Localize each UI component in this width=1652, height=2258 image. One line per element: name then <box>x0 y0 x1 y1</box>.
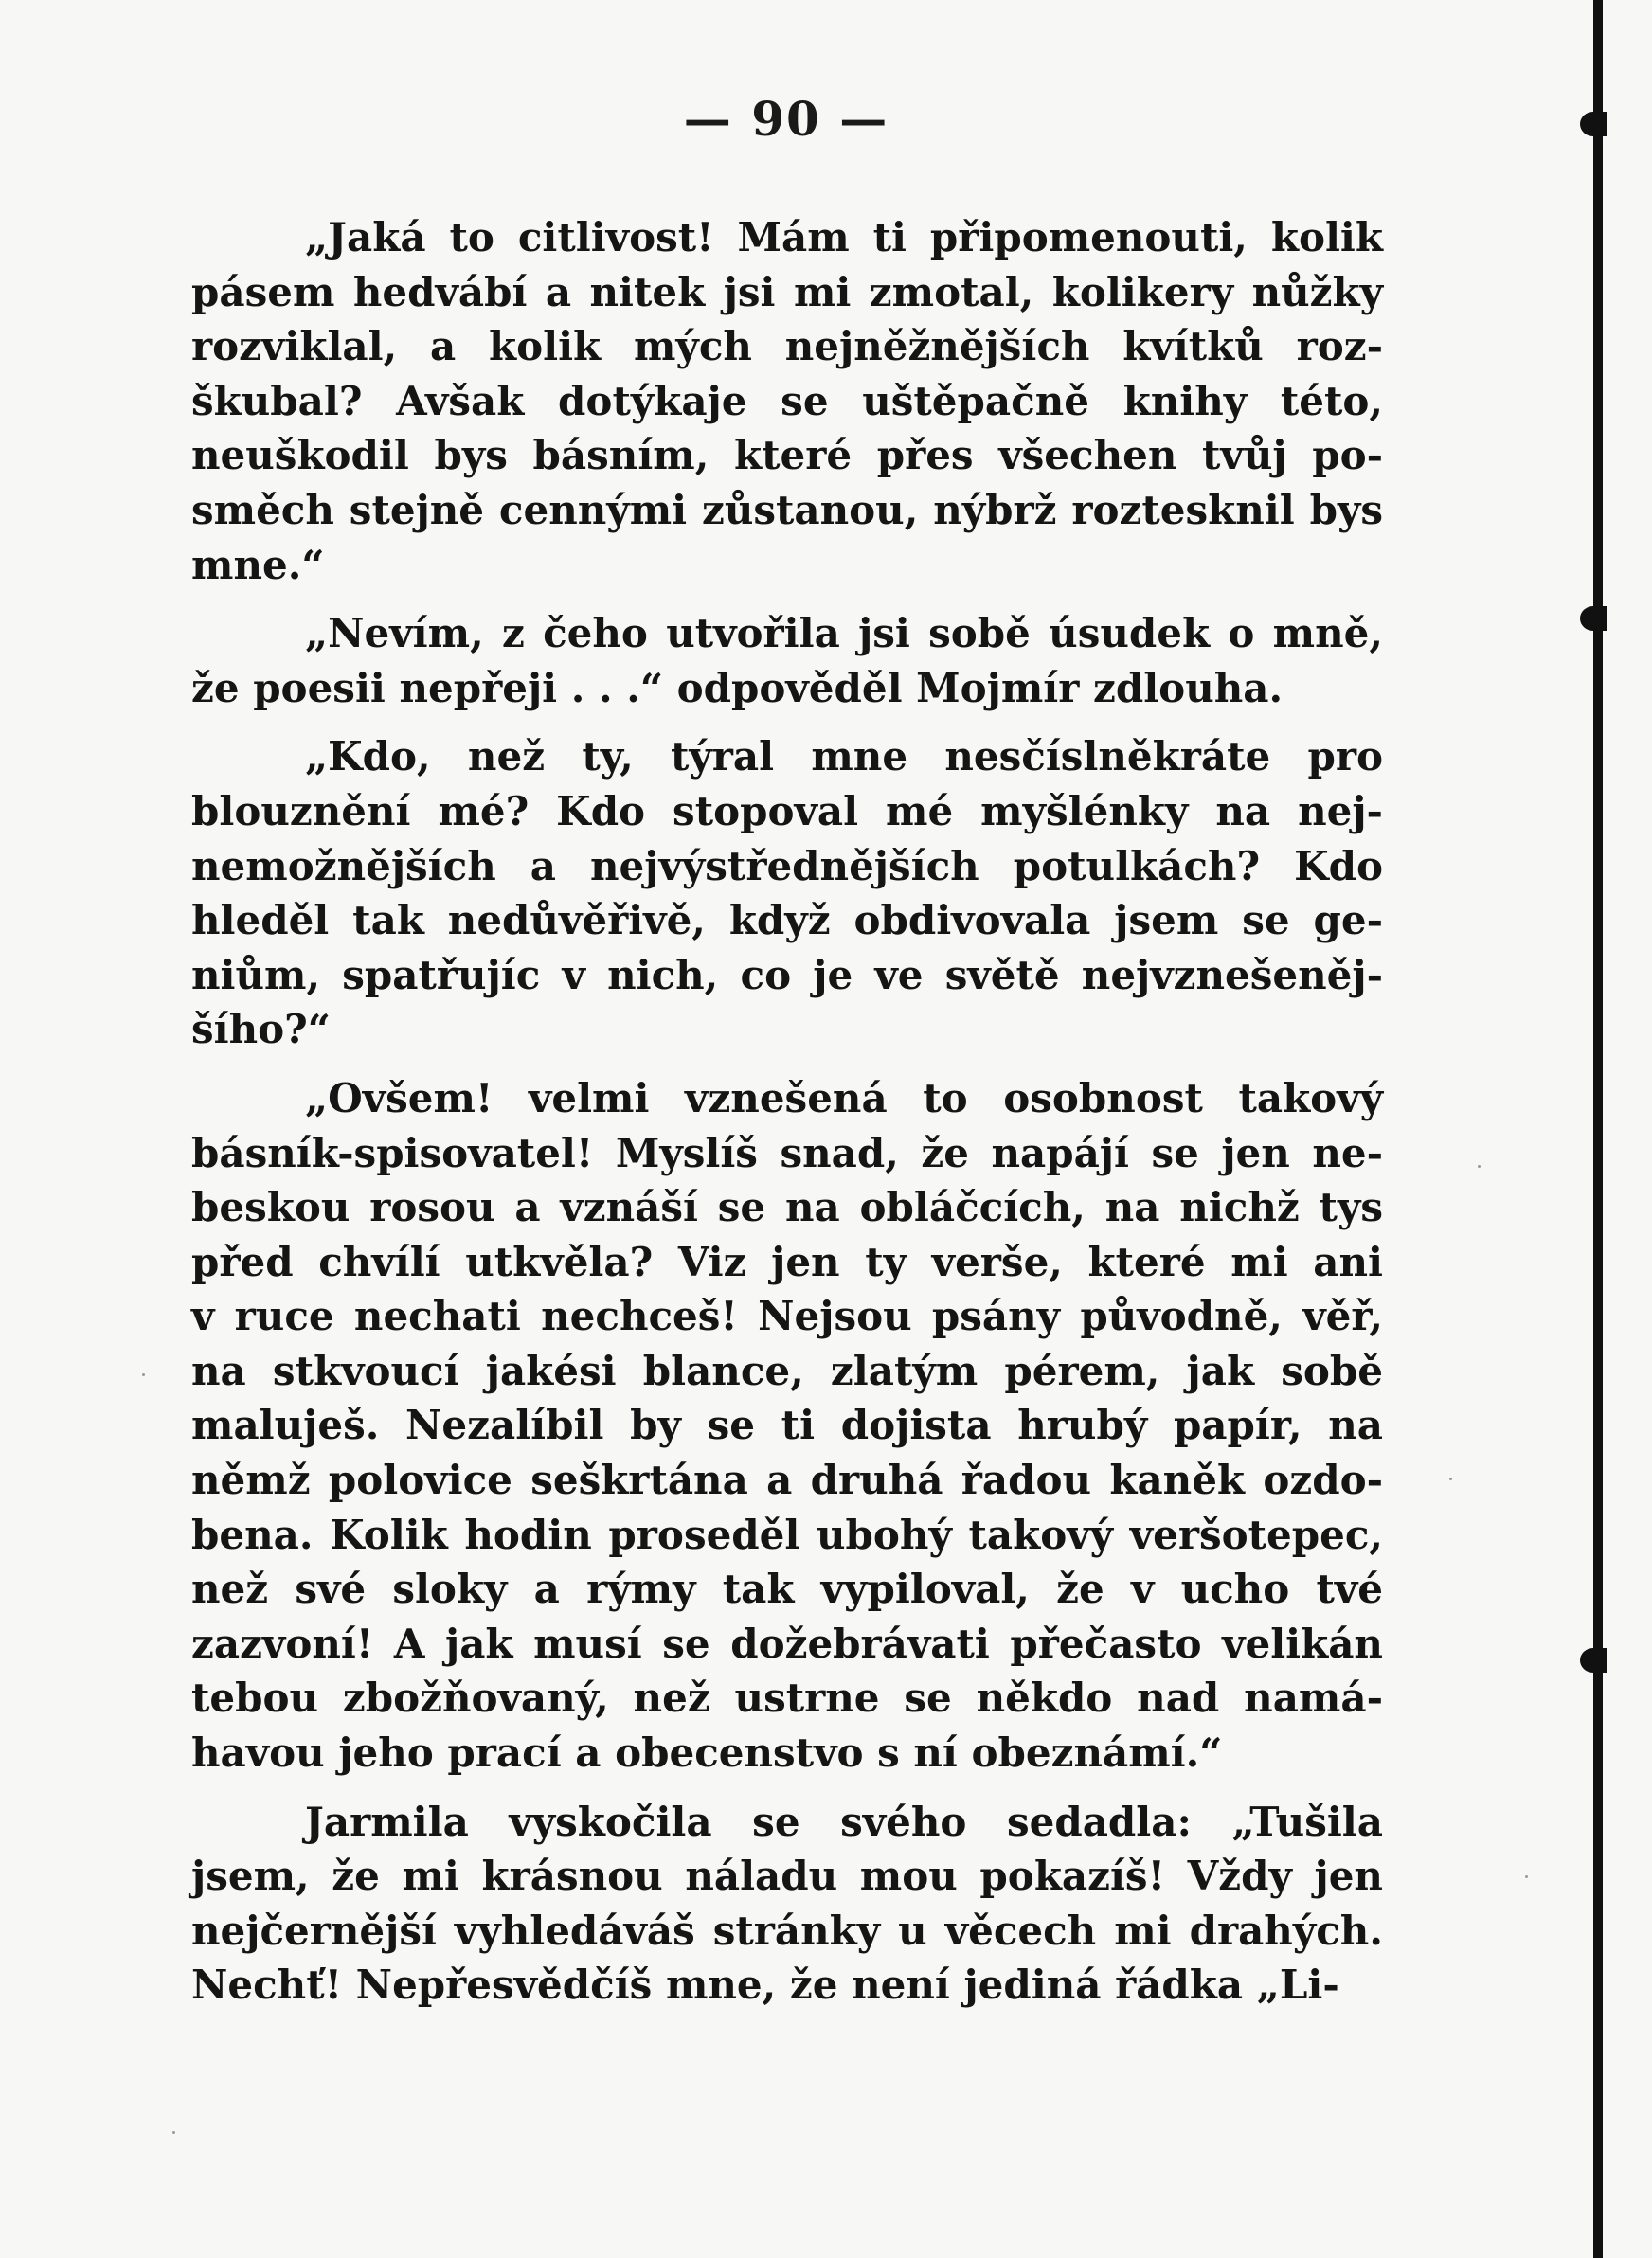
text-line: nemožnějších a nejvýstřednějších potulkách? Kdo <box>191 842 1383 889</box>
text-line: hleděl tak nedůvěřivě, když obdivovala jsem se ge- <box>191 897 1383 944</box>
text-line: nejčernější vyhledáváš stránky u věcech mi drahých. <box>191 1907 1383 1954</box>
page-number: — 90 — <box>683 91 889 147</box>
binding-tab <box>1580 1648 1607 1673</box>
text-line: beskou rosou a vznáší se na obláčcích, na nichž tys <box>191 1184 1384 1231</box>
body-text <box>191 210 1383 2027</box>
text-line: šího?“ <box>191 1006 331 1053</box>
text-line: „Jaká to citlivost! Mám ti připomenouti, kolik <box>305 214 1383 260</box>
text-line: zazvoní! A jak musí se dožebrávati přečasto velikán <box>191 1620 1383 1667</box>
text-line: básník-spisovatel! Myslíš snad, že napájí se jen ne- <box>191 1129 1384 1176</box>
text-line: „Ovšem! velmi vznešená to osobnost takový <box>305 1074 1383 1121</box>
text-line: rozviklal, a kolik mých nejněžnějších kvítků roz- <box>191 323 1384 370</box>
text-line: směch stejně cennými zůstanou, nýbrž roztesknil bys <box>191 486 1384 533</box>
binding-edge <box>1593 0 1603 2258</box>
text-line: neuškodil bys básním, které přes všechen tvůj po- <box>191 432 1384 479</box>
paper-speck <box>1449 1478 1452 1480</box>
text-line: Jarmila vyskočila se svého sedadla: „Tušila <box>305 1798 1383 1845</box>
text-line: mne.“ <box>191 541 325 588</box>
paper-speck <box>1478 1165 1481 1168</box>
text-line: Nechť! Nepřesvědčíš mne, že není jediná řádka „Li- <box>191 1962 1339 2009</box>
paragraph <box>191 1795 1383 2013</box>
paragraph <box>191 729 1383 1057</box>
paragraph <box>191 606 1383 715</box>
text-line: než své sloky a rýmy tak vypiloval, že v ucho tvé <box>191 1566 1383 1613</box>
paper-speck <box>1525 1875 1528 1878</box>
text-line: maluješ. Nezalíbil by se ti dojista hrubý papír, na <box>191 1402 1383 1449</box>
paper-speck <box>142 1373 145 1376</box>
text-line: „Nevím, z čeho utvořila jsi sobě úsudek o mně, <box>305 610 1383 657</box>
text-line: pásem hedvábí a nitek jsi mi zmotal, kolikery nůžky <box>191 268 1383 315</box>
binding-tab <box>1580 112 1607 136</box>
text-line: že poesii nepřeji . . .“ odpověděl Mojmír zdlouha. <box>191 664 1284 711</box>
text-line: havou jeho prací a obecenstvo s ní obeznámí.“ <box>191 1729 1223 1777</box>
text-line: před chvílí utkvěla? Viz jen ty verše, které mi ani <box>191 1238 1384 1285</box>
text-line: bena. Kolik hodin proseděl ubohý takový veršotepec, <box>191 1511 1384 1558</box>
text-line: „Kdo, než ty, týral mne nesčíslněkráte pro <box>305 733 1383 780</box>
text-line: niům, spatřujíc v nich, co je ve světě nejvznešeněj- <box>191 951 1384 998</box>
text-line: blouznění mé? Kdo stopoval mé myšlénky na nej- <box>191 787 1383 834</box>
paper-speck <box>172 2131 175 2134</box>
text-line: v ruce nechati nechceš! Nejsou psány původně, věř, <box>191 1293 1384 1340</box>
binding-tab <box>1580 606 1607 631</box>
text-line: jsem, že mi krásnou náladu mou pokazíš! Vždy jen <box>191 1853 1383 1900</box>
paragraph <box>191 1071 1383 1781</box>
text-line: na stkvoucí jakési blance, zlatým pérem, jak sobě <box>191 1347 1383 1394</box>
text-line: němž polovice seškrtána a druhá řadou kaněk ozdo- <box>191 1457 1384 1504</box>
paragraph <box>191 210 1383 592</box>
text-line: tebou zbožňovaný, než ustrne se někdo nad namá- <box>191 1675 1384 1722</box>
text-line: škubal? Avšak dotýkaje se uštěpačně knihy této, <box>191 377 1384 424</box>
